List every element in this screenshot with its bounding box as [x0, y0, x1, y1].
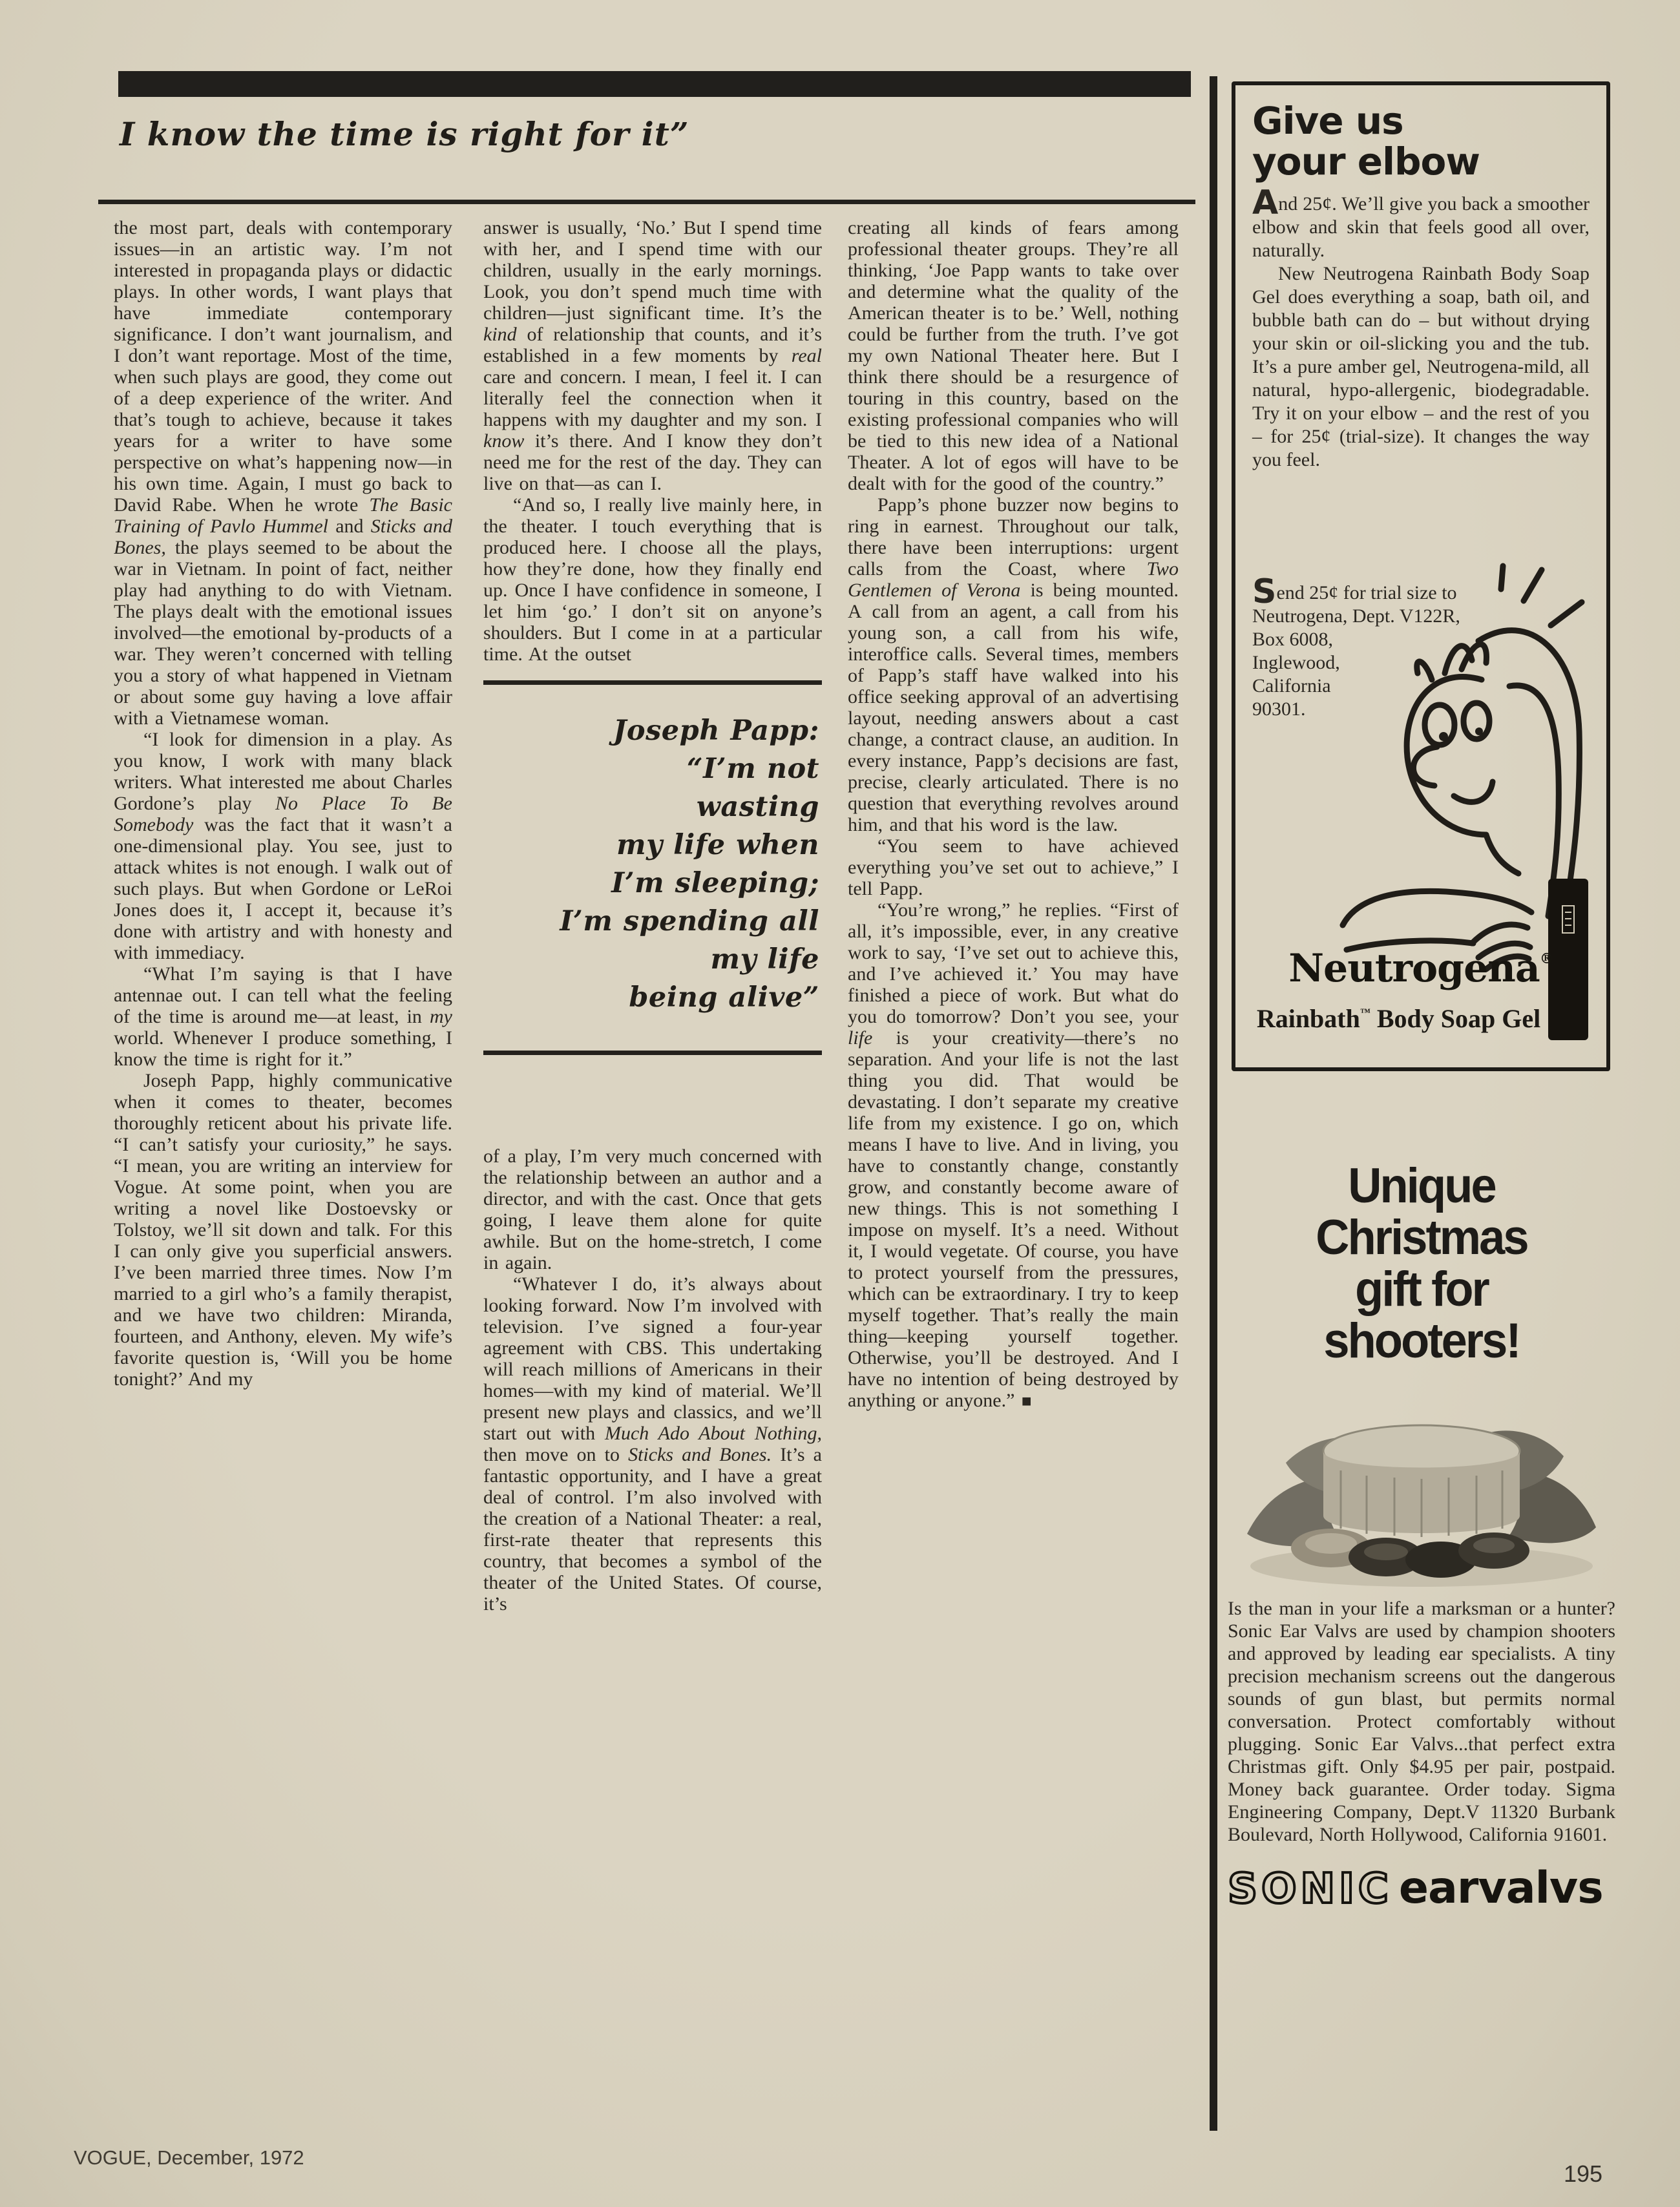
headline-rule — [98, 200, 1195, 204]
article-paragraph: the most part, deals with contemporary issues—in an artistic way. I’m not interested in propaganda plays or didactic plays. In other words, I want plays that have immediate contemporary significance. I don’t want journalism, and I don’t want reportage. Most of the time, when such plays are good, they come out of a deep experience of the writer. And that’s tough to achieve, because it takes years for a writer to have some perspective on what’s happening now—in his own time. Again, I must go back to David Rabe. When he wrote The Basic Training of Pavlo Hummel and Sticks and Bones, the plays seemed to be about the war in Vietnam. In point of fact, neither play had anything to do with Vietnam. The plays dealt with the emotional issues involved—the emotional by-products of a war. They weren’t concerned with telling you a story of what happened in Vietnam or about some guy having a love affair with a Vietnamese woman. — [114, 217, 452, 729]
article-column-1 — [114, 217, 452, 1390]
pull-quote-line: my life when — [616, 829, 819, 861]
neutrogena-ad-body — [1252, 183, 1590, 472]
article-paragraph: answer is usually, ‘No.’ But I spend time with her, and I spend time with our children, usually in the early mornings. Look, you don’t spend much time with children—just significant time. It’s the kind of relationship that counts, and it’s established in a few moments by real care and concern. I mean, I feel it. I can literally feel the connection when it happens with my daughter and my son. I know it’s there. And I know they don’t need me for the rest of the day. They can live on that—as can I. — [483, 217, 822, 494]
pull-quote-line: Joseph Papp: — [613, 715, 819, 747]
ad-paragraph-text: nd 25¢. We’ll give you back a smoother elbow and skin that feels good all over, naturally. — [1252, 193, 1590, 261]
article-paragraph: “What I’m saying is that I have antennae out. I can tell what the feeling of the time is around me—at least, in my world. Whenever I produce something, I know the time is right for it.” — [114, 963, 452, 1070]
article-paragraph: Papp’s phone buzzer now begins to ring in earnest. Throughout our talk, there have been interruptions: urgent calls from the Coast, where Two Gentlemen of Verona is being mounted. A call from an agent, a call from his young son, a call from his wife, interoffice calls. Several times, members of Papp’s staff have walked into his office seeking approval of an advertising layout, needing answers about a cast change, a contract clause, an audition. In every instance, Papp’s decisions are fast, precise, clearly articulated. There is no question that everything revolves around him, and that his word is the law. — [848, 494, 1179, 835]
header-black-bar — [118, 71, 1191, 97]
mailin-line: Inglewood, — [1252, 652, 1340, 673]
neutrogena-logo — [1235, 946, 1606, 991]
article-column-2 — [483, 217, 822, 1615]
sonic-logo-outline-text: SONIC — [1228, 1865, 1392, 1913]
neutrogena-headline-line: your elbow — [1252, 140, 1480, 183]
earvalvs-logo-text: earvalvs — [1398, 1863, 1603, 1914]
drop-cap: S — [1252, 572, 1277, 611]
neutrogena-ad-headline — [1252, 101, 1590, 182]
article-paragraph: “Whatever I do, it’s always about looking forward. Now I’m involved with television. I’ve signed a four-year agreement with CBS. This undertaking will reach millions of Americans in their homes—with my kind of material. We’ll present new plays and classics, and we’ll start out with Much Ado About Nothing, then move on to Sticks and Bones. It’s a fantastic opportunity, and I have a great deal of control. I’m also involved with the creation of a National Theater: a real, first-rate theater that represents this country, that becomes a symbol of the theater of the United States. Of course, it’s — [483, 1273, 823, 1615]
article-paragraph: “You’re wrong,” he replies. “First of all, it’s impossible, ever, in any creative work to say, ‘I’ve set out to achieve this, and I’ve achieved it.’ You may have finished a piece of work. But what do you do tomorrow? Don’t you see, your life is your creativity—there’s no separation. And your life is not the last thing you did. That would be devastating. I don’t separate my creative life from my existence. I go on, which means I have to live. And in living, you have to constantly change, constantly grow, and constantly become aware of new things. This is not something I impose on myself. It’s a need. Without it, I would vegetate. Of course, you have to protect yourself from the pressures, which can be extraordinary. I try to keep myself together. That’s really the main thing—keeping yourself together. Otherwise, you’ll be destroyed. And I have no intention of being destroyed by anything or anyone.” ■ — [848, 899, 1179, 1411]
mailin-line: 90301. — [1252, 698, 1306, 720]
ad-paragraph — [1252, 183, 1590, 262]
sonic-headline-line: Christmas — [1316, 1210, 1528, 1265]
ad-paragraph: New Neutrogena Rainbath Body Soap Gel does everything a soap, bath oil, and bubble bath can do – but without drying your skin or oil-slicking you and the tub. It’s a pure amber gel, Neutrogena-mild, all natural, hypo-allergenic, biodegradable. Try it on your elbow – and the rest of you – for 25¢ (trial-size). It changes the way you feel. — [1252, 263, 1590, 470]
sonic-earvalvs-logo — [1228, 1863, 1615, 1914]
article-paragraph: “You seem to have achieved everything you’ve set out to achieve,” I tell Papp. — [848, 835, 1179, 899]
mailin-line: Box 6008, — [1252, 629, 1334, 650]
pull-quote — [483, 680, 822, 1055]
page-number: 195 — [1564, 2160, 1603, 2187]
product-name-part: Body Soap Gel — [1376, 1004, 1541, 1033]
pull-quote-line: my life — [710, 943, 819, 976]
ear-valvs-illustration — [1228, 1379, 1615, 1592]
registered-mark: ® — [1539, 950, 1553, 967]
neutrogena-headline-line: Give us — [1252, 99, 1403, 143]
sonic-headline-line: Unique — [1348, 1158, 1495, 1213]
article-headline: I know the time is right for it” — [120, 115, 689, 153]
drop-cap: A — [1252, 183, 1279, 222]
neutrogena-ad — [1232, 81, 1610, 1071]
pull-quote-line: wasting — [696, 791, 819, 823]
column-divider-rule — [1210, 76, 1217, 2131]
pull-quote-line: being alive” — [629, 981, 819, 1014]
article-paragraph: Joseph Papp, highly communicative when it comes to theater, becomes thoroughly reticent about his private life. “I can’t satisfy your curiosity,” he says. “I mean, you are writing an interview for Vogue. At some point, when you are writing a novel like Dostoevsky or Tolstoy, we’ll sit down and talk. For this I can only give you superficial answers. I’ve been married three times. Now I’m married to a girl who’s a family therapist, and we have two children: Miranda, fourteen, and Anthony, eleven. My wife’s favorite question is, ‘Will you be home tonight?’ And my — [114, 1070, 452, 1390]
mailin-line-text: end 25¢ for trial size to — [1276, 582, 1457, 603]
sonic-ear-valvs-ad — [1228, 1160, 1615, 1914]
article-paragraph: “And so, I really live mainly here, in the theater. I touch everything that is produced here. I choose all the plays, how they’re done, how they finally end up. Once I have confidence in someone, I let him ‘go.’ I don’t sit on anyone’s shoulders. But I come in at a particular time. At the outset — [483, 494, 822, 665]
neutrogena-product-name — [1235, 1003, 1562, 1034]
pull-quote-line: “I’m not — [686, 753, 819, 785]
pull-quote-line: I’m spending all — [560, 905, 819, 937]
product-name-part: Rainbath — [1256, 1004, 1360, 1033]
sonic-ad-body: Is the man in your life a marksman or a hunter? Sonic Ear Valvs are used by champion shooters and approved by leading ear specialists. A tiny precision mechanism screens out the dangerous sounds of gun blast, but permits normal conversation. Protect comfortably without plugging. Sonic Ear Valvs...that perfect extra Christmas gift. Only $4.95 per pair, postpaid. Money back guarantee. Order today. Sigma Engineering Company, Dept.V 11320 Burbank Boulevard, North Hollywood, California 91601. — [1228, 1598, 1615, 1845]
mailin-line: Neutrogena, Dept. V122R, — [1252, 605, 1460, 627]
magazine-credit: VOGUE, December, 1972 — [74, 2146, 304, 2169]
article-paragraph: creating all kinds of fears among professional theater groups. They’re all thinking, ‘Joe Papp wants to take over and determine what the quality of the American theater is to be.’ Well, nothing could be further from the truth. I’ve got my own National Theater here. But I think there should be a resurgence of touring in this country, based on the existing professional companies who will be tied to this new idea of a National Theater. A lot of egos will have to be dealt with for the good of the country.” — [848, 217, 1179, 494]
mailin-line: California — [1252, 675, 1331, 696]
sonic-headline-line: shooters! — [1323, 1313, 1520, 1368]
article-paragraph: of a play, I’m very much concerned with the relationship between an author and a director, and with the cast. Once that gets going, I leave them alone for quite awhile. But on the home-stretch, I come in again. — [483, 1145, 822, 1273]
article-paragraph: “I look for dimension in a play. As you know, I work with many black writers. What interested me about Charles Gordone’s play No Place To Be Somebody was the fact that it wasn’t a one-dimensional play. You see, just to attack whites is not enough. I walk out of such plays. But when Gordone or LeRoi Jones does it, I accept it, because it’s done with artistry and with honesty and with immediacy. — [114, 729, 452, 963]
sonic-headline-line: gift for — [1355, 1262, 1488, 1317]
pull-quote-line: I’m sleeping; — [611, 867, 819, 899]
neutrogena-logo-text: Neutrogena — [1288, 946, 1540, 991]
trademark-mark: ™ — [1360, 1007, 1370, 1018]
sonic-ad-headline — [1237, 1160, 1606, 1367]
article-column-3 — [848, 217, 1179, 1412]
